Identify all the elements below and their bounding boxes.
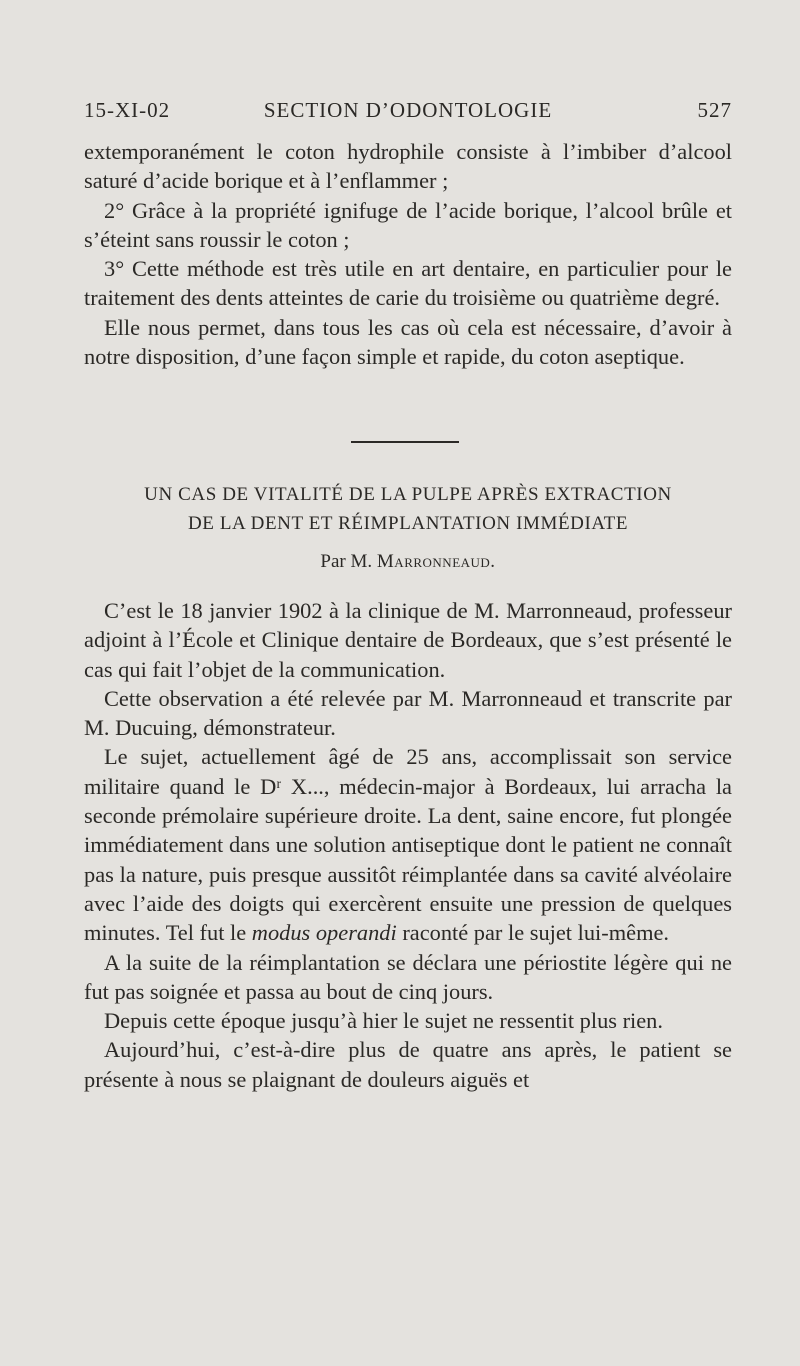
byline-author: Marronneaud. — [376, 551, 496, 572]
article-byline — [84, 551, 732, 573]
byline-prefix: Par M. — [320, 551, 373, 572]
running-head — [84, 98, 732, 128]
paragraph-text: raconté par le sujet lui-même. — [396, 920, 670, 946]
paragraph: 3° Cette méthode est très utile en art dentaire, en particulier pour le traitement des dents atteintes de carie du troisième ou quatrième degré. — [84, 256, 732, 311]
article-body — [84, 596, 732, 1094]
paragraph: A la suite de la réimplantation se déclara une périostite légère qui ne fut pas soignée et passa au bout de cinq jours. — [84, 949, 732, 1004]
section-separator — [351, 441, 459, 443]
header-section-title: SECTION D’ODONTOLOGIE — [263, 98, 553, 122]
article-title — [84, 480, 732, 538]
intro-text — [84, 137, 732, 371]
article-title-line-2: DE LA DENT ET RÉIMPLANTATION IMMÉDIATE — [187, 513, 629, 534]
paragraph: Elle nous permet, dans tous les cas où cela est nécessaire, d’avoir à notre disposition, d’une façon simple et rapide, du coton aseptique. — [84, 314, 732, 370]
header-date: 15-XI-02 — [84, 98, 171, 122]
italic-phrase: modus operandi — [251, 920, 397, 946]
paragraph: C’est le 18 janvier 1902 à la clinique de M. Marronneaud, professeur adjoint à l’École et Clinique dentaire de Bordeaux, que s’est présenté le cas qui fait l’objet de la communication. — [84, 598, 732, 682]
article-title-line-1: UN CAS DE VITALITÉ DE LA PULPE APRÈS EXTRACTION — [144, 484, 672, 505]
paragraph: Depuis cette époque jusqu’à hier le sujet ne ressentit plus rien. — [104, 1008, 663, 1034]
paragraph: Aujourd’hui, c’est-à-dire plus de quatre ans après, le patient se présente à nous se plaignant de douleurs aiguës et — [84, 1037, 732, 1092]
paragraph: extemporanément le coton hydrophile consiste à l’imbiber d’alcool saturé d’acide borique et à l’enflammer ; — [84, 139, 732, 194]
paragraph-text: Le sujet, actuellement âgé de 25 ans, accomplissait son service militaire quand le Dʳ X..., médecin-major à Bordeaux, lui arracha la seconde prémolaire supérieure droite. La dent, saine encore, fut plongée immédiatement dans une solution antiseptique dont le patient ne connaît pas la nature, puis presque aussitôt réimplantée dans sa cavité alvéolaire avec l’aide des doigts qui exercèrent ensuite une pression de quelques minutes. Tel fut le — [84, 744, 732, 946]
paragraph — [84, 742, 732, 947]
paragraph: 2° Grâce à la propriété ignifuge de l’acide borique, l’alcool brûle et s’éteint sans roussir le coton ; — [84, 197, 732, 252]
header-page-number: 527 — [697, 98, 732, 122]
paragraph: Cette observation a été relevée par M. Marronneaud et transcrite par M. Ducuing, démonstrateur. — [84, 685, 732, 741]
